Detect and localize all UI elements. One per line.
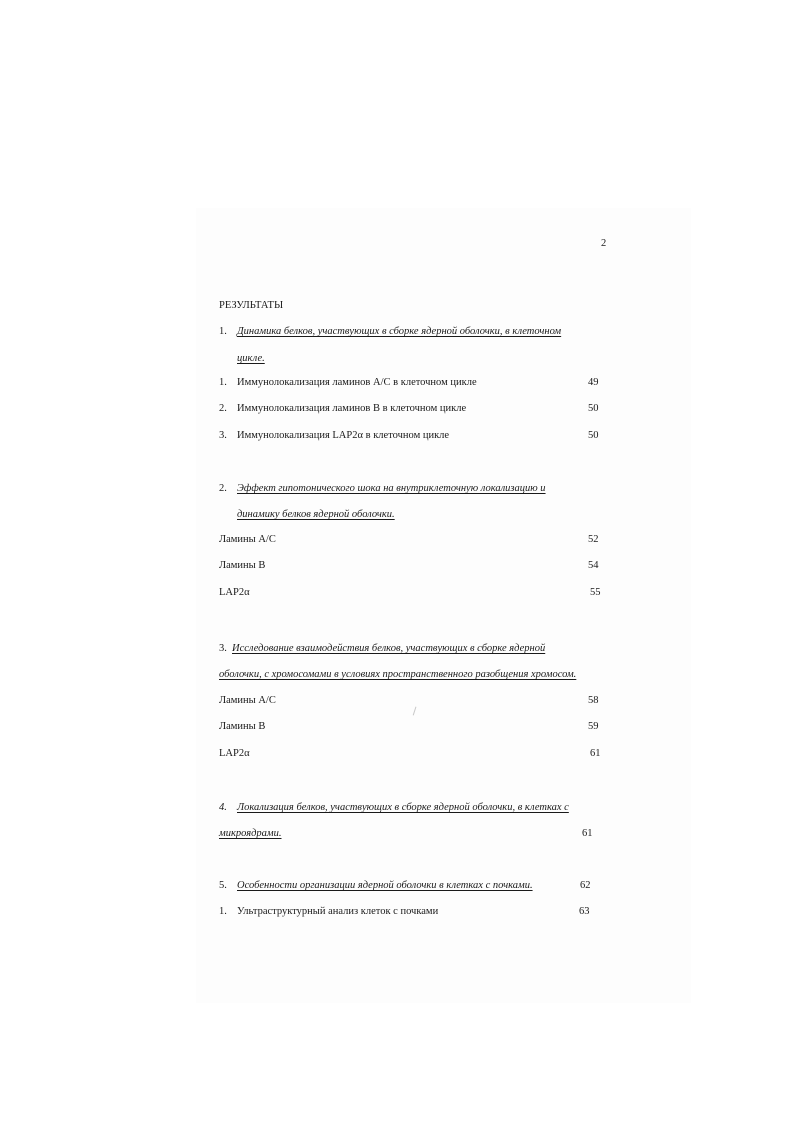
section-3-title: Исследование взаимодействия белков, участвующих в сборке ядерной: [232, 643, 546, 654]
section-4-title: Локализация белков, участвующих в сборке ядерной оболочки, в клетках с: [237, 802, 569, 813]
toc-item-number: 3.: [219, 430, 227, 441]
toc-item-label: Иммунолокализация ламинов В в клеточном цикле: [237, 403, 467, 414]
toc-item-page: 50: [588, 430, 599, 441]
toc-item-page: 61: [582, 828, 593, 839]
page-heading: РЕЗУЛЬТАТЫ: [219, 300, 284, 311]
toc-item-page: 58: [588, 695, 599, 706]
section-3-title-cont: оболочки, с хромосомами в условиях пространственного разобщения хромосом.: [219, 669, 577, 680]
toc-item-page: 61: [590, 748, 601, 759]
toc-item-label: Ламины А/С: [219, 695, 276, 706]
section-5-number: 5.: [219, 880, 227, 891]
toc-item-page: 54: [588, 560, 599, 571]
section-4-number: 4.: [219, 802, 227, 813]
toc-item-label: Ультраструктурный анализ клеток с почками: [237, 906, 439, 917]
section-2-title-cont: динамику белков ядерной оболочки.: [237, 509, 395, 520]
section-1-number: 1.: [219, 326, 227, 337]
section-5-title: Особенности организации ядерной оболочки в клетках с почками.: [237, 880, 533, 891]
toc-item-label: Иммунолокализация ламинов А/С в клеточном цикле: [237, 377, 477, 388]
toc-item-number: 1.: [219, 377, 227, 388]
toc-item-label: LAP2α: [219, 587, 250, 598]
toc-item-page: 62: [580, 880, 591, 891]
section-3-number: 3.: [219, 643, 227, 654]
toc-item-label: Ламины В: [219, 721, 266, 732]
section-1-title: Динамика белков, участвующих в сборке ядерной оболочки, в клеточном: [237, 326, 562, 337]
section-1-title-cont: цикле.: [237, 353, 265, 364]
toc-item-page: 52: [588, 534, 599, 545]
toc-item-label: Ламины А/С: [219, 534, 276, 545]
section-2-title: Эффект гипотонического шока на внутриклеточную локализацию и: [237, 483, 546, 494]
toc-item-page: 49: [588, 377, 599, 388]
page-number: 2: [601, 238, 607, 249]
toc-item-label: LAP2α: [219, 748, 250, 759]
toc-item-label: Ламины В: [219, 560, 266, 571]
toc-item-page: 50: [588, 403, 599, 414]
toc-item-number: 2.: [219, 403, 227, 414]
toc-item-label: Иммунолокализация LAP2α в клеточном цикле: [237, 430, 450, 441]
toc-item-number: 1.: [219, 906, 227, 917]
toc-item-page: 59: [588, 721, 599, 732]
toc-item-page: 63: [579, 906, 590, 917]
section-2-number: 2.: [219, 483, 227, 494]
section-4-title-cont: микроядрами.: [219, 828, 282, 839]
toc-item-page: 55: [590, 587, 601, 598]
